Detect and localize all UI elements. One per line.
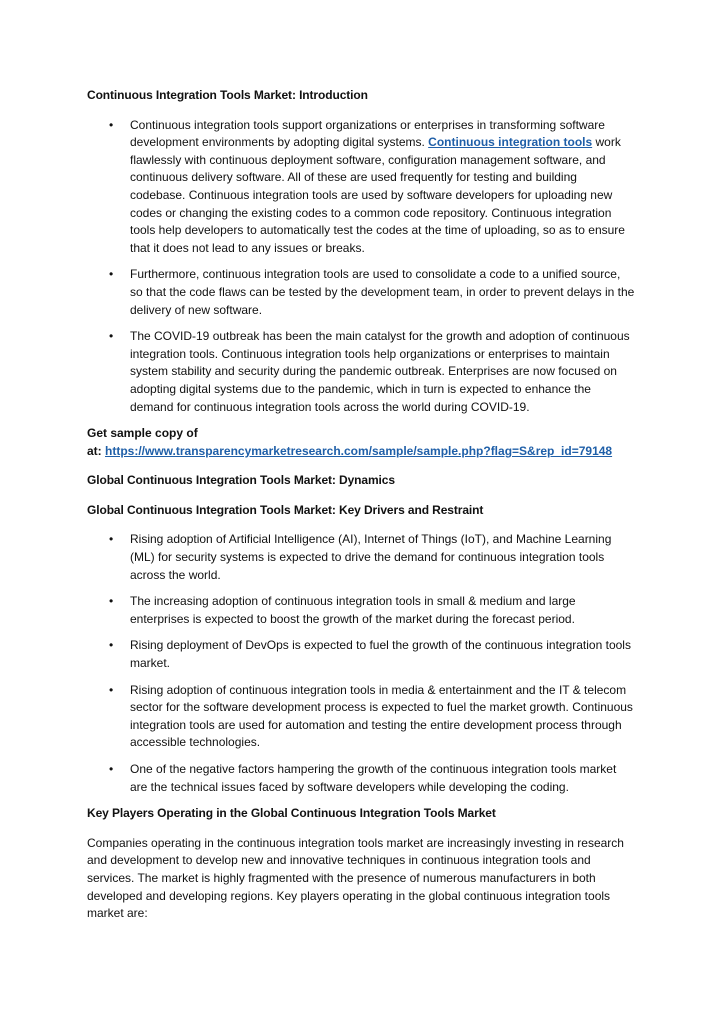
bullet-dot-icon: • xyxy=(109,762,114,776)
sample-copy-block xyxy=(87,425,635,460)
intro-bullet-1-text-post: work flawlessly with continuous deployment software, configuration management software, and continuous delivery software. All of these are used frequently for testing and building codebase. Continuous integration tools are used by software developers for uploading new codes or changing the existing codes to a common code repository. Continuous integration tools help developers to automatically test the codes at the time of uploading, so as to ensure that it does not lead to any issues or breaks. xyxy=(130,135,625,255)
continuous-integration-tools-link[interactable]: Continuous integration tools xyxy=(428,135,593,150)
bullet-dot-icon: • xyxy=(109,267,114,282)
intro-bullet-3-text: The COVID-19 outbreak has been the main catalyst for the growth and adoption of continuous integration tools. Continuous integration tools help organizations or enterprises to maintain system stability and security during the pandemic outbreak. Enterprises are now focused on adopting digital systems due to the pandemic, which in turn is expected to enhance the demand for continuous integration tools across the world during COVID-19. xyxy=(130,329,630,414)
intro-heading: Continuous Integration Tools Market: Introduction xyxy=(87,88,368,102)
drivers-bullet-text: One of the negative factors hampering the growth of the continuous integration tools market are the technical issues faced by software developers while developing the coding. xyxy=(130,762,617,794)
bullet-dot-icon: • xyxy=(109,638,114,653)
bullet-dot-icon: • xyxy=(109,117,114,132)
drivers-bullet-list xyxy=(87,531,635,796)
players-paragraph: Companies operating in the continuous integration tools market are increasingly investing in research and development to develop new and innovative techniques in continuous integration tools and services. The market is highly fragmented with the presence of numerous manufacturers in both developed and developing regions. Key players operating in the global continuous integration tools market are: xyxy=(87,835,624,921)
drivers-bullet xyxy=(87,637,635,672)
sample-copy-label: Get sample copy of xyxy=(87,426,198,441)
sample-copy-line xyxy=(87,443,635,461)
bullet-dot-icon: • xyxy=(109,532,114,547)
sample-copy-link[interactable]: https://www.transparencymarketresearch.com/sample/sample.php?flag=S&rep_id=79148 xyxy=(105,443,613,458)
drivers-bullet xyxy=(87,761,635,796)
document-page xyxy=(87,87,635,923)
bullet-dot-icon: • xyxy=(109,329,114,344)
drivers-heading: Global Continuous Integration Tools Market: Key Drivers and Restraint xyxy=(87,502,484,517)
drivers-bullet-text: The increasing adoption of continuous integration tools in small & medium and large enterprises is expected to boost the growth of the market during the forecast period. xyxy=(130,594,576,626)
intro-bullet-1 xyxy=(87,117,635,258)
drivers-bullet-text: Rising adoption of Artificial Intelligence (AI), Internet of Things (IoT), and Machine Learning (ML) for security systems is expected to drive the demand for continuous integration tools across the world. xyxy=(130,532,612,582)
dynamics-heading: Global Continuous Integration Tools Market: Dynamics xyxy=(87,473,395,488)
drivers-bullet xyxy=(87,682,635,752)
intro-bullet-2-text: Furthermore, continuous integration tools are used to consolidate a code to a unified source, so that the code flaws can be tested by the development team, in order to prevent delays in the delivery of new software. xyxy=(130,267,635,317)
drivers-bullet-text: Rising deployment of DevOps is expected to fuel the growth of the continuous integration tools market. xyxy=(130,638,631,671)
intro-bullet-1-text-pre: Continuous integration tools support organizations or enterprises in transforming software development environments by adopting digital systems. xyxy=(130,117,605,150)
bullet-dot-icon: • xyxy=(109,594,114,609)
intro-bullet-list xyxy=(87,117,635,417)
players-heading: Key Players Operating in the Global Continuous Integration Tools Market xyxy=(87,806,496,821)
intro-bullet-3 xyxy=(87,328,635,416)
drivers-bullet xyxy=(87,593,635,628)
sample-copy-at: at: xyxy=(87,443,105,458)
drivers-bullet xyxy=(87,531,635,584)
bullet-dot-icon: • xyxy=(109,682,114,697)
drivers-bullet-text: Rising adoption of continuous integration tools in media & entertainment and the IT & telecom sector for the software development process is expected to fuel the market growth. Continuous integration tools are used for automation and testing the entire development process through accessible technologies. xyxy=(130,682,633,750)
intro-bullet-2 xyxy=(87,266,635,319)
